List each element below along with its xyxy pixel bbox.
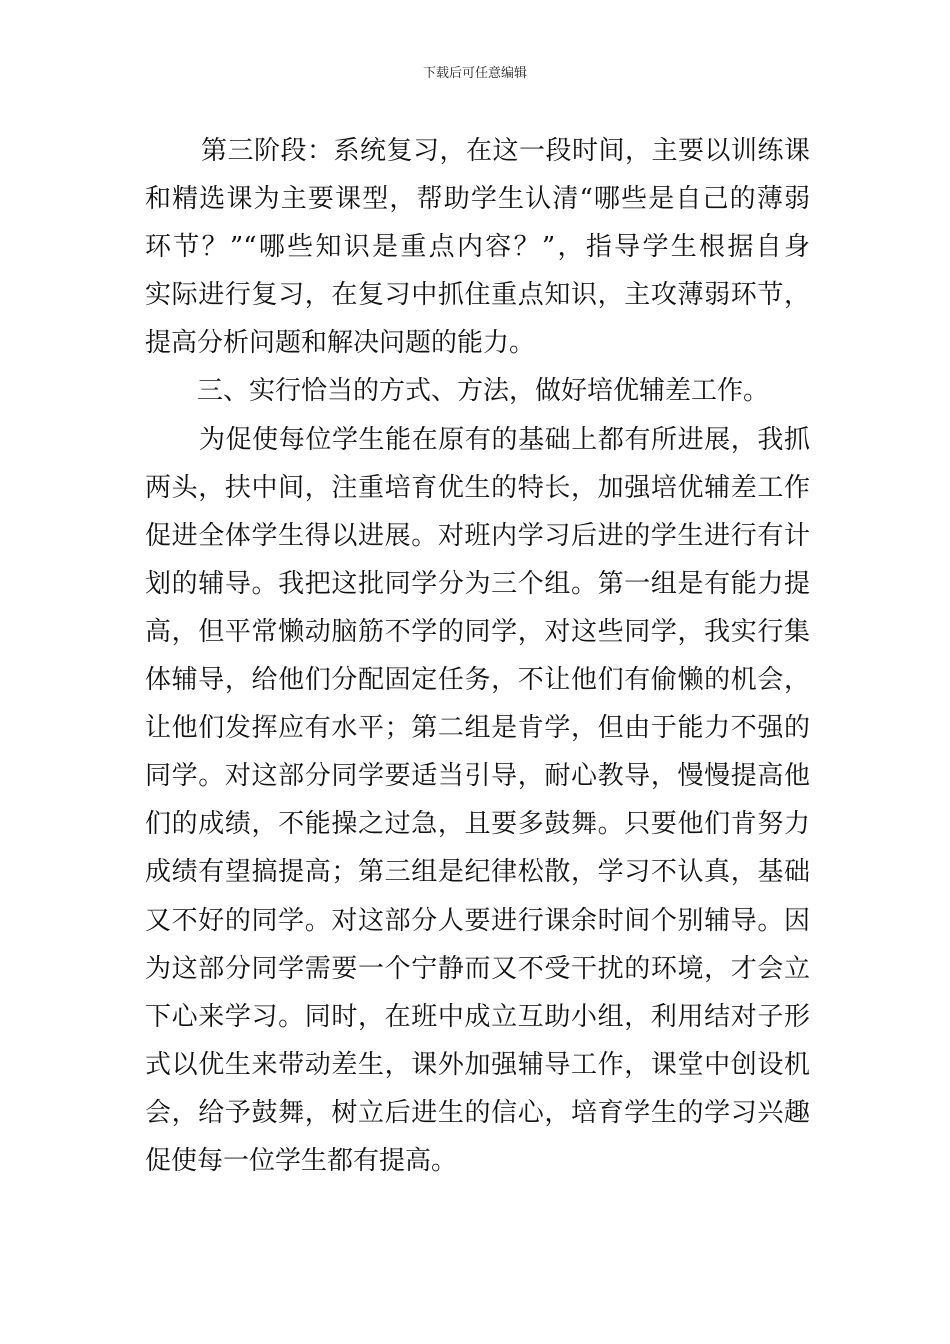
text-line: 两头，扶中间，注重培育优生的特长，加强培优辅差工作 <box>145 472 810 503</box>
text-line: 实际进行复习，在复习中抓住重点知识，主攻薄弱环节， <box>145 280 810 311</box>
paragraph-review-stage <box>145 127 810 367</box>
text-line: 划的辅导。我把这批同学分为三个组。第一组是有能力提 <box>145 568 810 599</box>
text-line: 体辅导，给他们分配固定任务，不让他们有偷懒的机会， <box>145 665 810 696</box>
text-line: 又不好的同学。对这部分人要进行课余时间个别辅导。因 <box>145 905 810 936</box>
page-header: 下载后可任意编辑 <box>422 66 527 81</box>
text-line: 同学。对这部分同学要适当引导，耐心教导，慢慢提高他 <box>145 761 810 792</box>
text-line: 成绩有望搞提高；第三组是纪律松散，学习不认真，基础 <box>145 857 810 888</box>
text-line: 和精选课为主要课型，帮助学生认清“哪些是自己的薄弱 <box>145 184 810 215</box>
text-line: 高，但平常懒动脑筋不学的同学，对这些同学，我实行集 <box>145 616 810 647</box>
section-heading-text: 三、实行恰当的方式、方法，做好培优辅差工作。 <box>197 376 770 407</box>
text-line: 为促使每位学生能在原有的基础上都有所进展，我抓 <box>199 424 810 455</box>
text-line: 提高分析问题和解决问题的能力。 <box>145 328 536 359</box>
text-line: 会，给予鼓舞，树立后进生的信心，培育学生的学习兴趣 <box>145 1097 810 1128</box>
text-line: 促进全体学生得以进展。对班内学习后进的学生进行有计 <box>145 520 810 551</box>
text-line: 们的成绩，不能操之过急，且要多鼓舞。只要他们肯努力 <box>145 809 810 840</box>
paragraph-tutoring <box>145 416 810 1186</box>
text-line: 环节？”“哪些知识是重点内容？”，指导学生根据自身 <box>145 232 810 263</box>
text-line: 促使每一位学生都有提高。 <box>145 1145 458 1176</box>
text-line: 为这部分同学需要一个宁静而又不受干扰的环境，才会立 <box>145 953 810 984</box>
document-body <box>145 127 810 1185</box>
text-line: 让他们发挥应有水平；第二组是肯学，但由于能力不强的 <box>145 713 810 744</box>
text-line: 第三阶段：系统复习，在这一段时间，主要以训练课 <box>201 136 810 166</box>
section-heading <box>145 367 810 415</box>
text-line: 下心来学习。同时，在班中成立互助小组，利用结对子形 <box>145 1001 810 1032</box>
text-line: 式以优生来带动差生，课外加强辅导工作，课堂中创设机 <box>145 1049 810 1080</box>
